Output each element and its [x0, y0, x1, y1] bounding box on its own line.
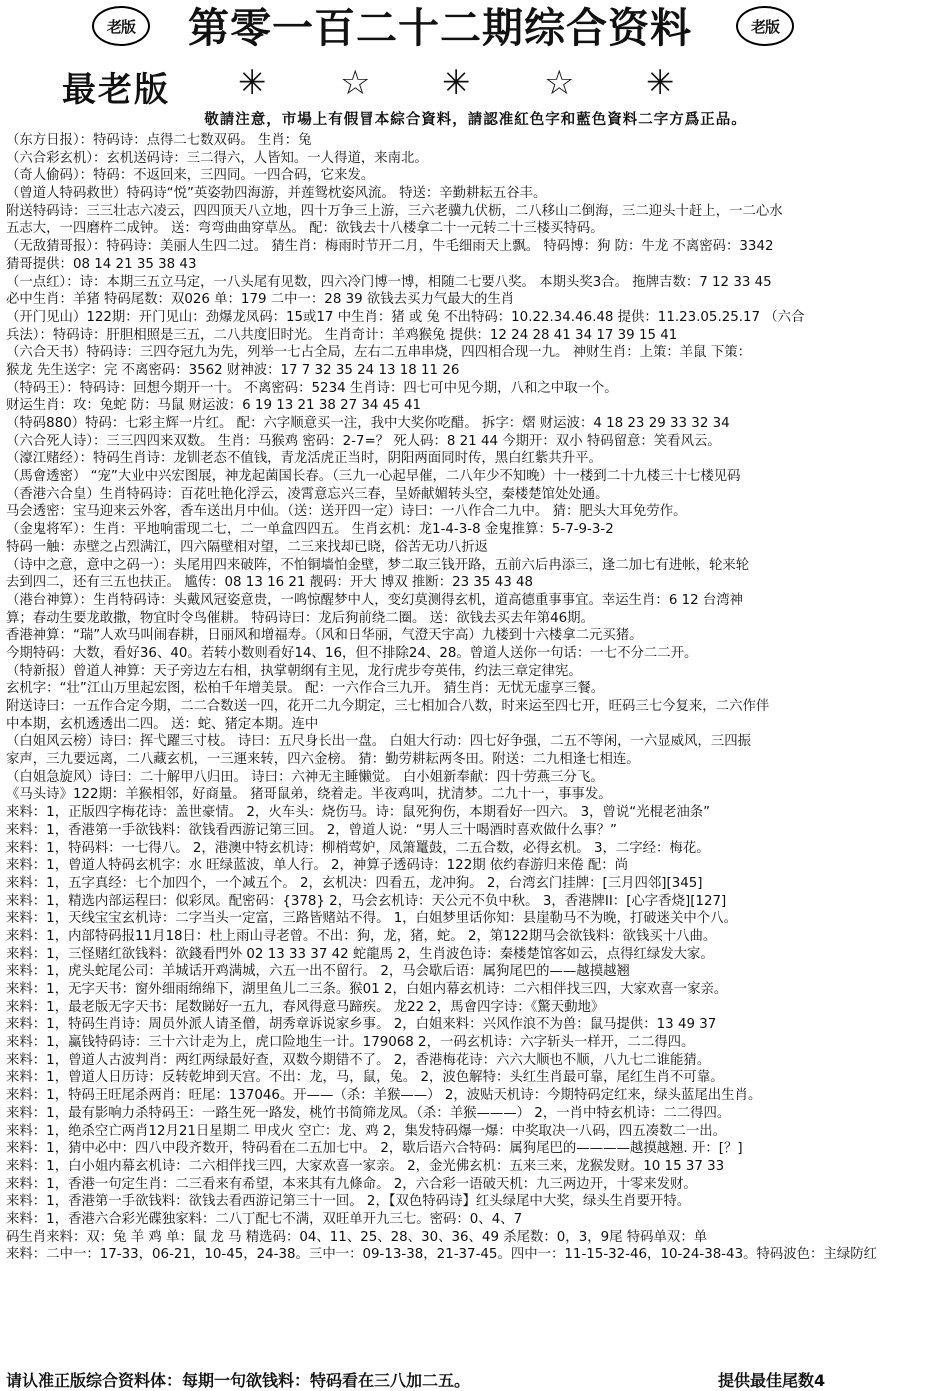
footer [0, 1366, 951, 1391]
star-icon: ✳ [238, 63, 267, 103]
text-line: 来料：1，绝杀空亡两肖12月21日星期二 甲戌火 空亡：龙、鸡 2，集发特码爆一爆：中奖取决一八码，四五凑数二一出。 [6, 1123, 727, 1139]
text-line: 来料：1，三怪赌红欲钱料：欲錢看門外 02 13 33 37 42 蛇龍馬 2，生肖波色诗：秦楼楚馆客如云，点得红绿发大家。 [6, 946, 714, 962]
text-line: 今期特码：大数，看好36、40。若转小数则看好14、16，但不排除24、28。曾道人送你一句话：一七不分二二开。 [6, 645, 698, 661]
text-line: 财运生肖：攻：兔蛇 防：马鼠 财运波：6 19 13 21 38 27 34 45 41 [6, 398, 422, 414]
text-line: 附送诗曰：一五作合定今期，二二合数送一四，花开二九今期定，三七相加合八数，时来运至四七开，旺码三七今复来，二六作伴 [6, 699, 770, 714]
text-line: 来料：1，香港第一手欲钱料：欲钱去看西游记第三十一回。 2，【双色特码诗】红头绿尾中大奖，绿头生肖要开特。 [6, 1194, 691, 1210]
text-line: 来料：1，特码生肖诗：周员外派人请圣僧，胡秀章诉说家乡事。 2，白姐来料：兴风作浪不为兽：鼠马提供：13 49 37 [6, 1017, 717, 1033]
text-line: 来料：1，最有影响力杀特码王：一路生死一路发，桃竹书简筛龙凤。（杀：羊猴———） 2，一肖中特玄机诗：二二得四。 [6, 1105, 731, 1121]
text-line: 特码一触：赤壁之占烈满江，四六隔壁相对望，二三来找却已晓，俗苦无功八折返 [6, 539, 489, 555]
text-line: （诗中之意，意中之码一）：头尾用四来破阵，不怕铜墙怕金壁，梦二取三钱开路，五前六后冉添三，逢二加七有进帐，轮来轮 [6, 557, 750, 573]
text-line: 来料：1，曾道人特码玄机字：水 旺绿蓝波，单人行。 2，神算子透码诗：122期 依约春游归来倦 配：尚 [6, 858, 629, 874]
text-line: 《马头诗》122期：羊猴相邻，好商量。 猪哥鼠弟，绕着走。半夜鸡叫，扰清梦。二九十一，事事发。 [6, 787, 612, 803]
text-line: 来料：1，无字天书：窗外细雨绵绵下，湖里鱼儿二三条。猴01 2，白姐内幕玄机诗：二六相伴找三四，大家欢喜一家亲。 [6, 982, 728, 997]
text-line: 来料：1，猜中必中：四八中段齐数开，特码看在二五加七中。 2，歇后语六合特码：属狗尾巴的————越摸越翘. 开：[？] [6, 1141, 743, 1157]
text-line: 来料：二中一：17-33，06-21，10-45，24-38。三中一：09-13-38，21-37-45。四中一：11-15-32-46，10-24-38-43。特码波色：主绿防红 [6, 1247, 878, 1263]
text-line: 香港神算：“瑞”人欢马叫闹春耕，日丽风和增福寿。（风和日华丽，气澄天宇高）九楼到十六楼拿二元买猪。 [6, 628, 643, 644]
edition-label: 最老版 [62, 70, 170, 110]
content-body [6, 132, 946, 1364]
text-line: （曾道人特码救世）特码诗“悦”英姿勃四海游，并莲鸳枕姿风流。 特送：辛勤耕耘五谷丰。 [6, 186, 547, 202]
text-line: 马会透密：宝马迎来云外客，香车送出月中仙。（送：送开四一定）诗曰：一八作合二九中。 猜：肥头大耳免劳作。 [6, 504, 687, 520]
star-icon: ✳ [442, 63, 471, 103]
text-line: 家声，三九要远离，二八藏玄机，一三運来转，四六金榜。 猜：勤劳耕耘两冬田。附送：二九相逢七相连。 [6, 752, 640, 768]
text-line: （一点红）：诗：本期三五立马定，一八头尾有见数，四六冷门博一博，相随二七要八奖。 本期头奖3合。 拖牌吉数：7 12 33 45 [6, 274, 772, 290]
text-line: （香港六合皇）生肖特码诗：百花吐艳化浮云，凌霄意忘兴三春，呈娇献媚转头空，秦楼楚馆处处通。 [6, 486, 609, 502]
text-line: 兵法）：特码诗：肝胆相照是三五，二八共度旧时光。 生肖奇计：羊鸡猴兔 提供：12 24 28 41 34 17 39 15 41 [6, 327, 678, 343]
text-line: 来料：1，天线宝宝玄机诗：二字当头一定富，三路皆赌站不得。 1，白姐梦里话你知：县崖勒马不为晚，打破迷关中个八。 [6, 911, 737, 927]
text-line: 必中生肖：羊猪 特码尾数：双026 单：179 二中一：28 39 欲钱去买力气最大的生肖 [6, 292, 515, 308]
text-line: （六合天书）特码诗：三四夺冠九为先，列举一七占全局，左右二五串串烧，四四相合现一九。 神财生肖：上策：羊鼠 下策： [6, 345, 751, 361]
text-line: 五志大，一四磨杵二成钟。 送：弯弯曲曲穿草丛。 配：欲钱去十八楼拿二十一元转二十三楼买特码。 [6, 221, 604, 237]
text-line: 去到四二，还有三五也扶正。 尴传：08 13 16 21 靓码：开大 博双 推断：23 35 43 48 [6, 575, 534, 591]
text-line: （特新报）曾道人神算：天子旁边左右相，执掌朝纲有主见，龙行虎步夸英伟，约法三章定律宪。 [6, 663, 582, 679]
text-line: 来料：1，内部特码报11月18日：杜上雨山寻老曾。不出：狗，龙，猪，蛇。 2，第122期马会欲钱料：欲钱买十八曲。 [6, 928, 717, 944]
text-line: 来料：1，特码王旺尾杀两肖：旺尾：137046。开——（杀：羊猴——） 2，波贴天机诗：今期特码定红来，绿头蓝尾出生肖。 [6, 1088, 762, 1104]
footer-left-text: 请认准正版综合资料体：每期一句欲钱料：特码看在三八加二五。 [6, 1371, 471, 1390]
text-line: 算；春动生要龙敢撒，物宜时令鸟催耕。 特码诗曰：龙后狗前绕二圈。 送：欲钱去买去年第46期。 [6, 610, 594, 626]
text-line: 来料：1，最老版无字天书：尾数睇好一五九，春风得意马蹄疾。 龙22 2，馬會四字诗：《驚天動地》 [6, 999, 605, 1015]
footer-right-text: 提供最佳尾数4 [718, 1371, 826, 1390]
text-line: 来料：1，香港一句定生肖：二三看来有希望，本来其有九條命。 2，六合彩一语破天机：九三两边开，十零来发财。 [6, 1176, 697, 1192]
page-title: 第零一百二十二期综合资料 [188, 4, 692, 52]
logo-left: 老版 [92, 6, 150, 46]
text-line: （金鬼将军）：生肖：平地响雷现二七，二一单盒四四五。 生肖玄机：龙1-4-3-8 金鬼推算：5-7-9-3-2 [6, 522, 614, 538]
header [0, 0, 951, 62]
text-line: 来料：1，赢钱特码诗：三十六计走为上，虎口险地生一计。179068 2，一码玄机诗：六字斩头一样开，二二得四。 [6, 1035, 695, 1051]
text-line: （特码王）：特码诗：回想今期开一十。 不离密码：5234 生肖诗：四七可中见今期，八和之中取一个。 [6, 380, 618, 396]
text-line: 来料：1，特码料：一七得八。 2，港澳中特玄机诗：柳梢莺妒，凤箫鼍鼓，二五合数，必得玄机。 3，二字经：梅花。 [6, 840, 710, 856]
logo-right: 老版 [736, 6, 794, 46]
text-line: 来料：1，香港六合彩光碟独家料：二八丁配七不满，双旺单开九三七。密码：0、4、7 [6, 1211, 523, 1227]
text-line: 来料：1，虎头蛇尾公司：羊城话开鸡满城，六五一出不留行。 2，马会歇后语：属狗尾巴的——越摸越翘 [6, 964, 630, 980]
text-line: 来料：1，香港第一手欲钱料：欲钱看西游记第三回。 2，曾道人说：“男人三十喝酒时喜欢做什么事？” [6, 822, 617, 838]
text-line: 来料：1，精选内部运程曰：似彩凤。配密码：{378} 2，马会玄机诗：天公元不负中秋。 3，香港牌II：[心字香烧][127] [6, 893, 727, 909]
text-line: （开门见山）122期：开门见山：劲爆龙凤码：15或17 中生肖：猪 或 兔 不出特码：10.22.34.46.48 提供：11.23.05.25.17 （六合 [6, 309, 805, 325]
text-line: （白姐风云榜）诗曰：挥弋躍三寸枝。 诗曰：五尺身长出一盘。 白姐大行动：四七好争强，二五不等闲，一六显威风，三四振 [6, 734, 751, 750]
notice-banner: 敬請注意，市場上有假冒本綜合資料，請認准紅色字和藍色資料二字方爲正品。 [204, 112, 747, 128]
text-line: （六合死人诗）：三三四四来双数。 生肖：马猴鸡 密码：2-7=？ 死人码：8 21 44 今期开：双小 特码留意：笑看风云。 [6, 433, 721, 449]
star-icon: ☆ [544, 63, 575, 103]
text-line: （奇人偷码）：特码：不返回来，三四同。一四合码，它来发。 [6, 168, 375, 184]
edition-row [0, 62, 951, 108]
text-line: （馬會透密） “宠”大业中兴宏图展，神龙起菌国长春。（三九一心起早催，二八年少不知晚）十一楼到二十九楼三十七楼见码 [6, 469, 741, 485]
text-line: （特码880）特码：七彩主辉一片红。 配：六字顺意买一注，我中大奖你吃醋。 拆字：熠 财运波：4 18 23 29 33 32 34 [6, 416, 730, 431]
text-line: 附送特码诗：三三壮志六凌云，四四顶天八立地，四十万争三上游，三六老骥九伏枥，二八移山二倒海，三二迎头十赶上，一二心水 [6, 203, 783, 219]
star-icon: ✳ [646, 63, 675, 103]
text-line: 猜哥提供：08 14 21 35 38 43 [6, 256, 197, 272]
text-line: （东方日报）：特码诗：点得二七数双码。 生肖：兔 [6, 133, 312, 148]
text-line: 来料：1，曾道人日历诗：反转乾坤到天宫。不出：龙，马，鼠，兔。 2，波色解特：头红生肖最可靠，尾红生肖不可靠。 [6, 1070, 724, 1086]
text-line: 来料：1，五字真经：七个加四个，一个减五个。 2，玄机决：四看五，龙冲狗。 2，台湾玄门挂牌：[三月四邻][345] [6, 875, 703, 891]
text-line: （濠江赌经）：特码生肖诗：龙钏老态不值钱，青龙活虎正当时，阴阳两面同时传，黑白红紫共升平。 [6, 451, 602, 467]
text-line: （白姐急旋风）诗曰：二十解甲八归田。 诗曰：六神无主睡懒觉。 白小姐新奉献：四十劳燕三分飞。 [6, 769, 604, 785]
text-line: 玄机字：“壮”江山万里起宏图，松柏千年增美景。 配：一六作合三九开。 猜生肖：无忧无虚享三餐。 [6, 681, 605, 697]
text-line: （六合彩玄机）：玄机送码诗：三二得六，人皆知。一人得道，来南北。 [6, 150, 428, 166]
text-line: 来料：1，白小姐内幕玄机诗：二六相伴找三四，大家欢喜一家亲。 2，金光佛玄机：五来三来，龙猴发财。10 15 37 33 [6, 1158, 725, 1174]
text-line: （无敌猜哥报）：特码诗：美丽人生四二过。 猜生肖：梅雨时节开二月，牛毛细雨天上飘。 特码博：狗 防：牛龙 不离密码：3342 [6, 239, 774, 255]
star-icon: ☆ [340, 63, 371, 103]
text-line: 码生肖来料：双：兔 羊 鸡 单：鼠 龙 马 精选码：04、11、25、28、30、36、49 杀尾数：0，3，9尾 特码单双：单 [6, 1229, 708, 1245]
text-line: 来料：1，曾道人古波判肖：两红两绿最好查，双数今期错不了。 2，香港梅花诗：六六大顺也不顺，八九七二谁能猜。 [6, 1052, 711, 1068]
text-line: （港台神算）：生肖特码诗：头戴风冠姿意贵，一鸣惊醒梦中人，变幻莫测得玄机，道高德重事事宜。幸运生肖：6 12 台湾神 [6, 592, 744, 608]
text-line: 来料：1，正版四字梅花诗：盖世豪情。 2，火车头：烧伤马。诗：鼠死狗伤，本期看好一四六。 3，曾说“光棍老油条” [6, 805, 711, 821]
text-line: 中本期，玄机透透出二四。 送：蛇、猪定本期。连中 [6, 716, 319, 732]
text-line: 猴龙 先生送字：完 不离密码：3562 财神波：17 7 32 35 24 13 18 11 26 [6, 362, 460, 378]
